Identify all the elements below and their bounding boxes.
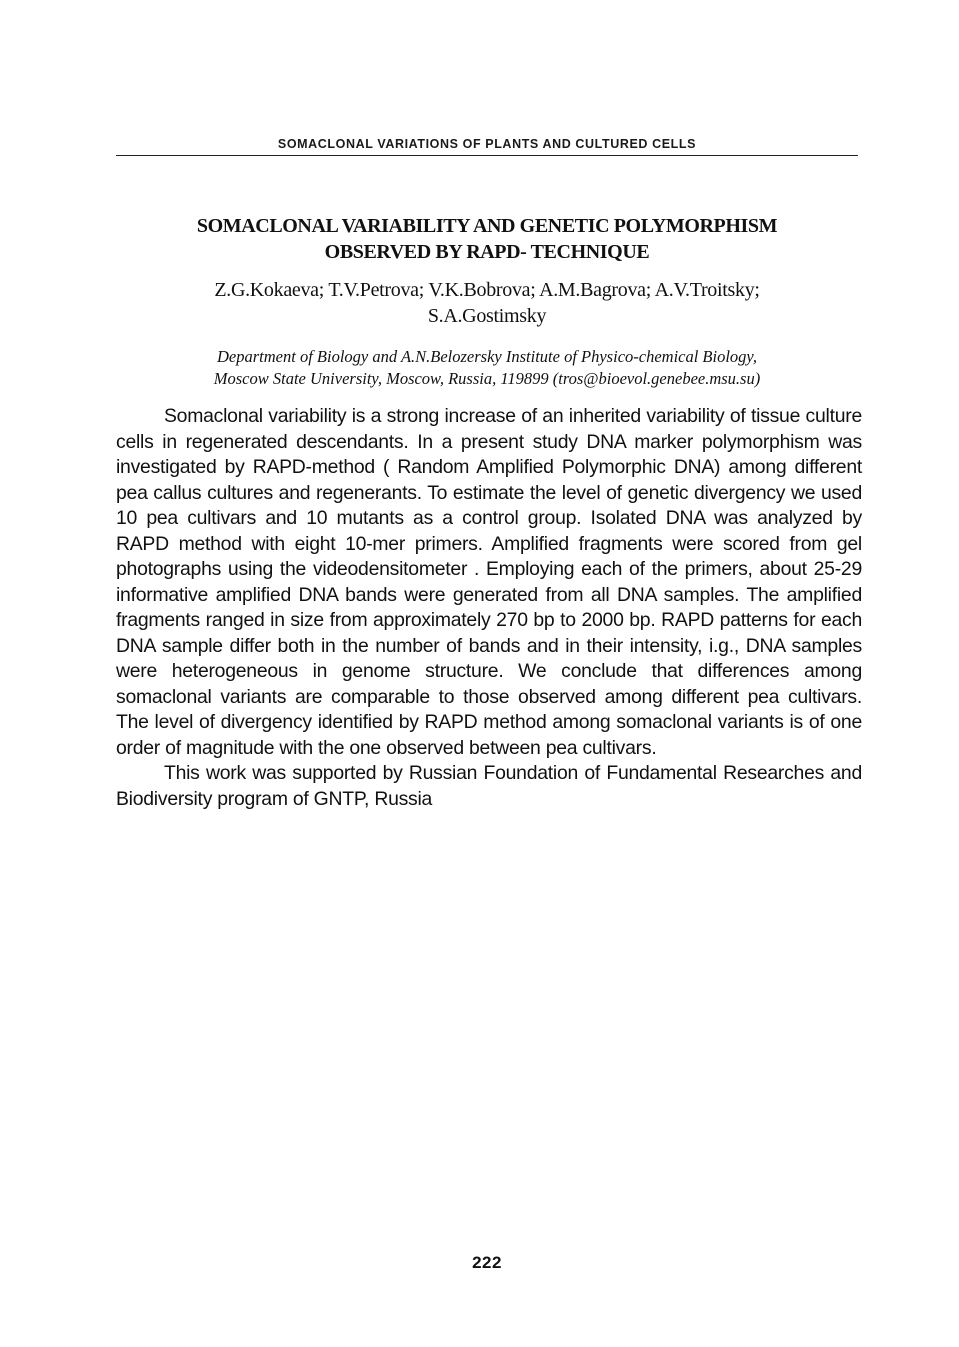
header-rule	[116, 155, 858, 156]
affiliation-line-2: Moscow State University, Moscow, Russia, 119899 (tros@bioevol.genebee.msu.su)	[213, 369, 761, 388]
paper-title-line-2: OBSERVED BY RAPD- TECHNIQUE	[324, 241, 650, 263]
running-header: SOMACLONAL VARIATIONS OF PLANTS AND CULTURED CELLS	[277, 137, 697, 151]
paper-title-line-1: SOMACLONAL VARIABILITY AND GENETIC POLYMORPHISM	[196, 215, 778, 237]
abstract-paragraph: Somaclonal variability is a strong increase of an inherited variability of tissue culture cells in regenerated descendants. In a present study DNA marker polymorphism was investigated by RAPD-method ( Random Amplified Polymorphic DNA) among different pea callus cultures and regenerants. To estimate the level of genetic divergency we used 10 pea cultivars and 10 mutants as a control group. Isolated DNA was analyzed by RAPD method with eight 10-mer primers. Amplified fragments were scored from gel photographs using the videodensitometer . Employing each of the primers, about 25-29 informative amplified DNA bands were generated from all DNA samples. The amplified fragments ranged in size from approximately 270 bp to 2000 bp. RAPD patterns for each DNA sample differ both in the number of bands and in their intensity, i.g., DNA samples were heterogeneous in genome structure. We conclude that differences among somaclonal variants are comparable to those observed among different pea cultivars. The level of divergency identified by RAPD method among somaclonal variants is of one order of magnitude with the one observed between pea cultivars.	[116, 405, 862, 759]
author-list-line-2: S.A.Gostimsky	[427, 305, 547, 327]
acknowledgement-paragraph: This work was supported by Russian Foundation of Fundamental Researches and Biodiversity program of GNTP, Russia	[116, 762, 862, 810]
affiliation-line-1: Department of Biology and A.N.Belozersky Institute of Physico-chemical Biology,	[217, 347, 757, 366]
page-number: 222	[472, 1253, 502, 1272]
author-list	[116, 277, 858, 329]
author-list-line-1: Z.G.Kokaeva; T.V.Petrova; V.K.Bobrova; A.M.Bagrova; A.V.Troitsky;	[214, 279, 760, 301]
paper-title	[116, 213, 858, 265]
abstract-body	[116, 404, 862, 812]
affiliation	[116, 346, 858, 390]
